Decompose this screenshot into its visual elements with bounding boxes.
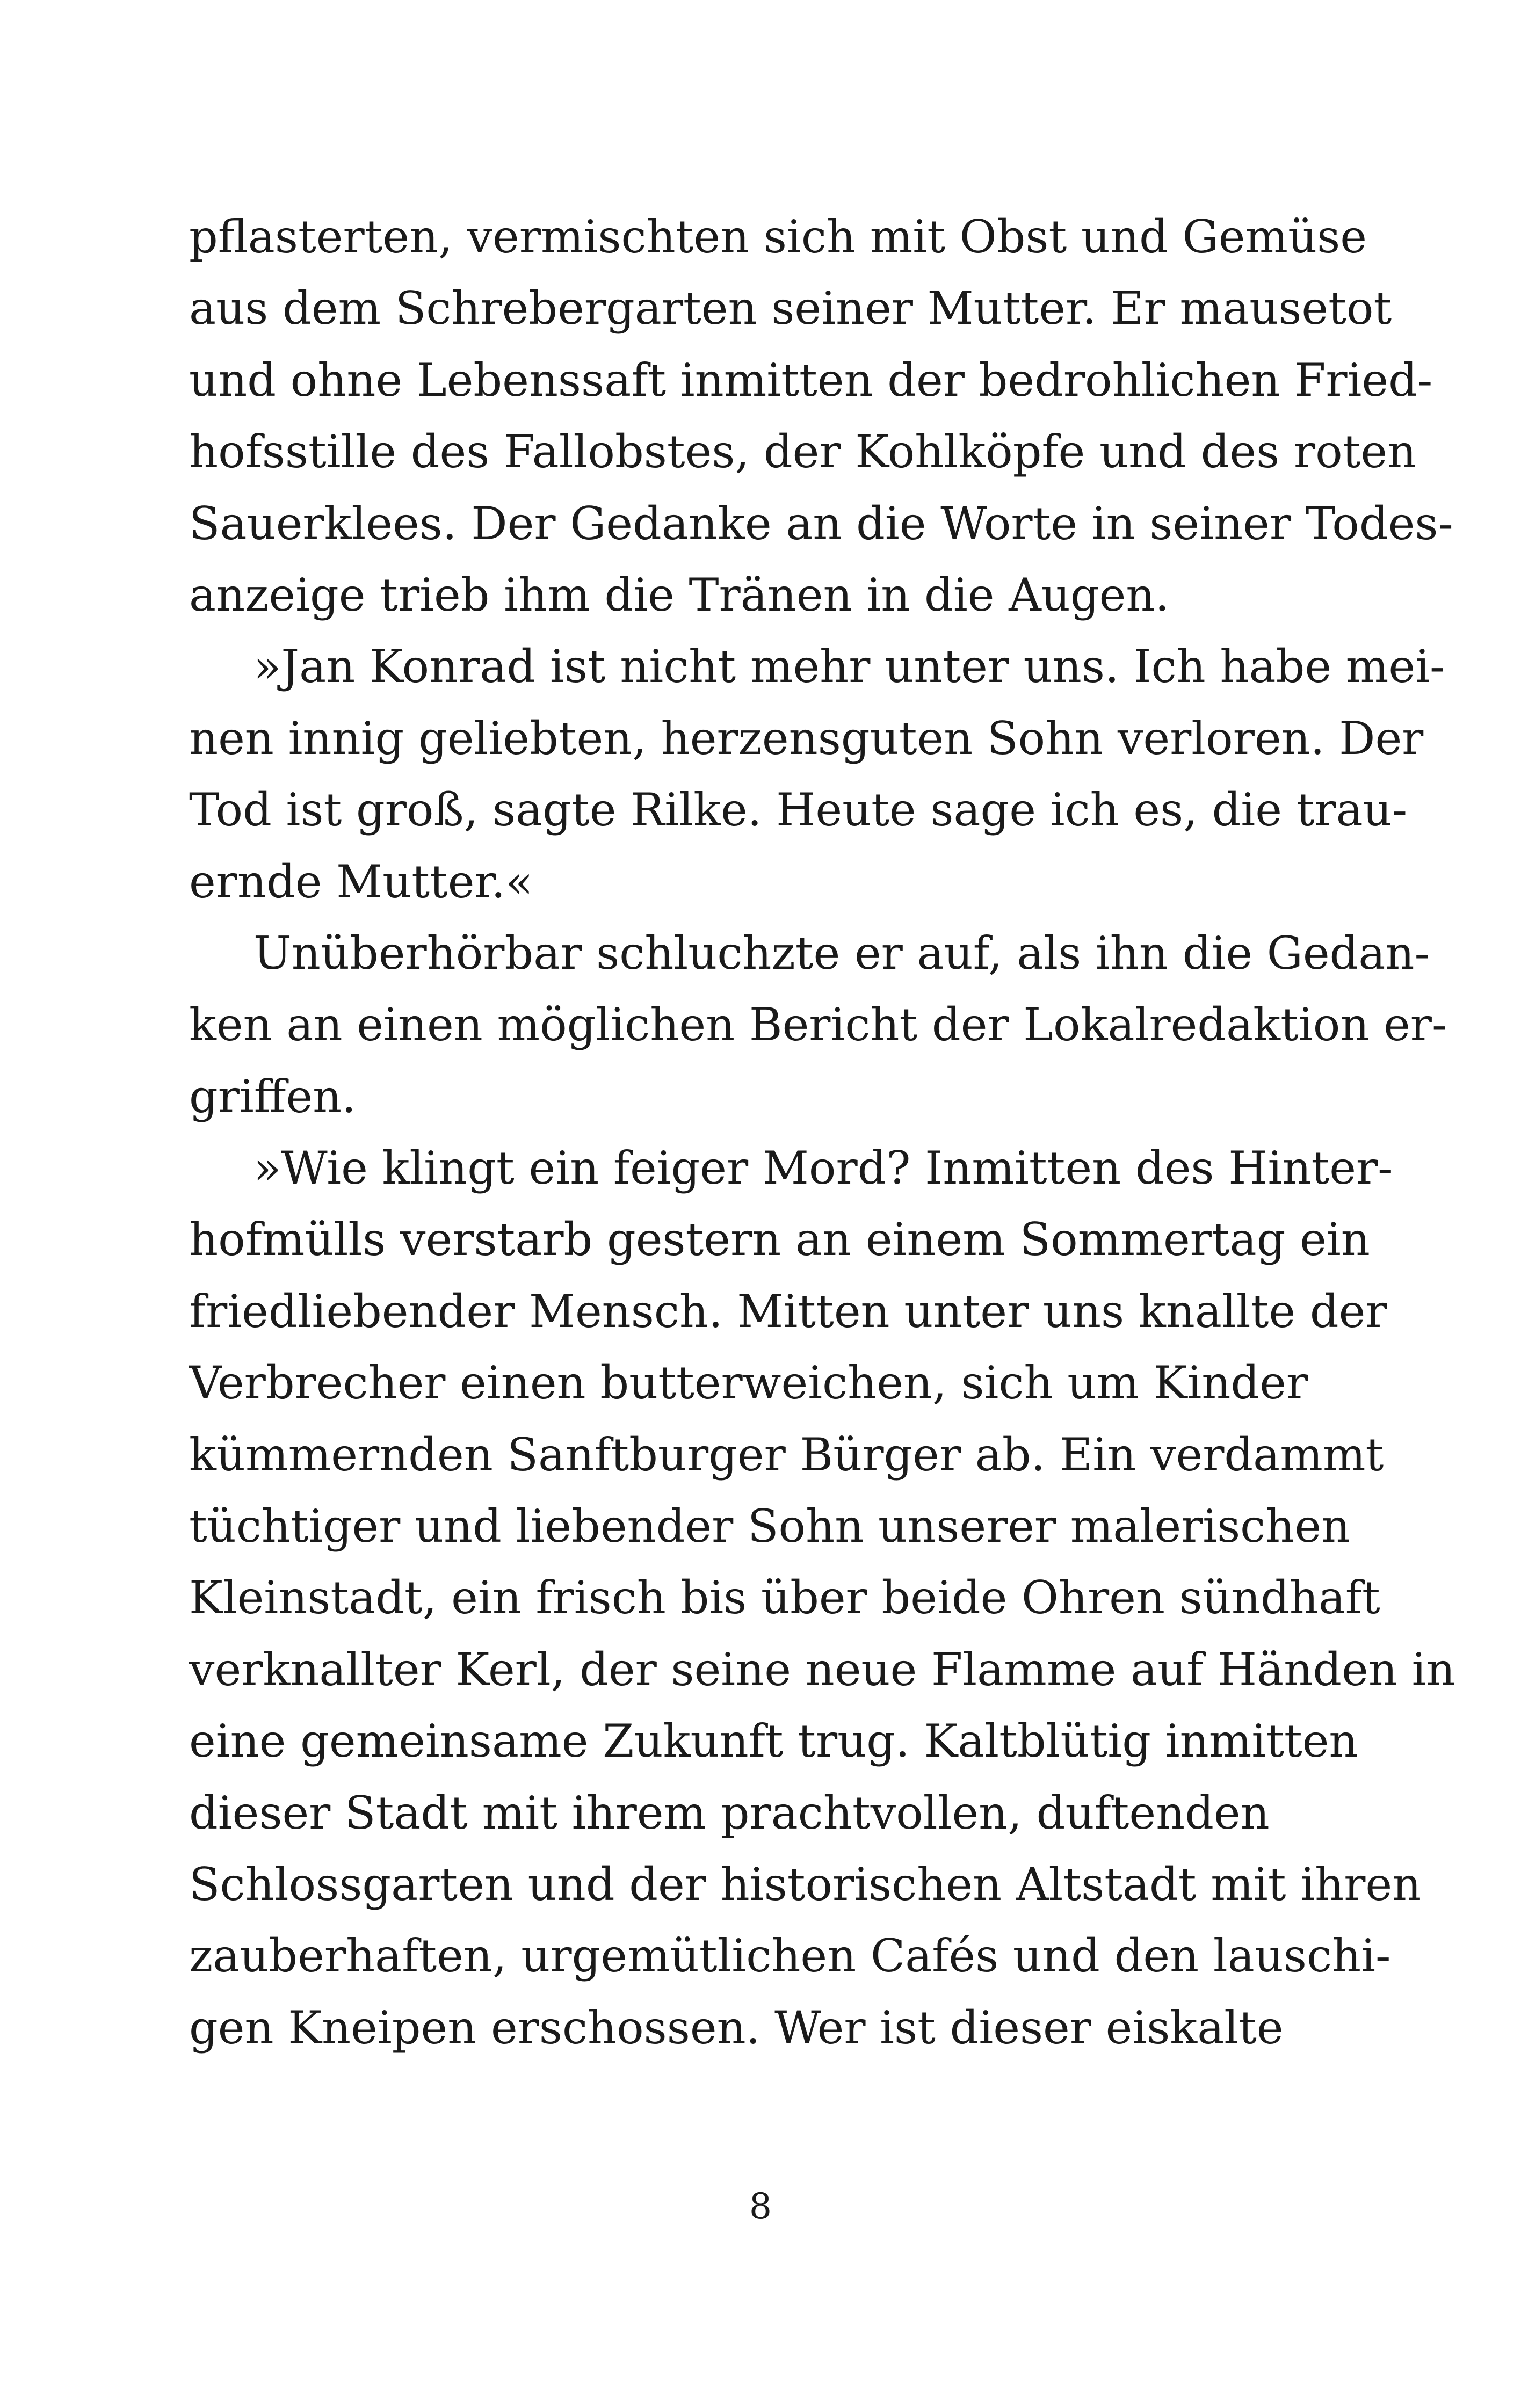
page-number: 8 <box>749 2186 772 2227</box>
text-line: hofsstille des Fallobstes, der Kohlköpfe und des roten <box>189 425 1417 478</box>
text-line: ernde Mutter.« <box>189 855 533 908</box>
text-line: friedliebender Mensch. Mitten unter uns knallte der <box>189 1285 1387 1338</box>
text-line: anzeige trieb ihm die Tränen in die Augen. <box>189 568 1170 621</box>
text-line: und ohne Lebenssaft inmitten der bedrohlichen Fried- <box>189 353 1433 407</box>
text-line: Kleinstadt, ein frisch bis über beide Ohren sündhaft <box>189 1571 1380 1624</box>
text-line: pflasterten, vermischten sich mit Obst und Gemüse <box>189 211 1367 263</box>
text-line: Unüberhörbar schluchzte er auf, als ihn die Gedan- <box>253 926 1430 980</box>
text-line: griffen. <box>189 1070 356 1123</box>
text-line: Tod ist groß, sagte Rilke. Heute sage ich es, die trau- <box>189 784 1408 837</box>
text-line: tüchtiger und liebender Sohn unserer malerischen <box>189 1500 1351 1553</box>
text-line: verknallter Kerl, der seine neue Flamme auf Händen in <box>189 1643 1455 1696</box>
text-line: Sauerklees. Der Gedanke an die Worte in seiner Todes- <box>189 497 1453 550</box>
text-line: hofmülls verstarb gestern an einem Sommertag ein <box>189 1213 1370 1266</box>
text-line: ken an einen möglichen Bericht der Lokalredaktion er- <box>189 998 1447 1051</box>
text-line: aus dem Schrebergarten seiner Mutter. Er mausetot <box>189 282 1392 335</box>
text-line: Schlossgarten und der historischen Altstadt mit ihren <box>189 1858 1422 1911</box>
text-line: gen Kneipen erschossen. Wer ist dieser eiskalte <box>189 2001 1284 2054</box>
text-line: »Wie klingt ein feiger Mord? Inmitten des Hinter- <box>253 1142 1393 1195</box>
body-text <box>189 201 1455 2064</box>
text-line: nen innig geliebten, herzensguten Sohn verloren. Der <box>189 712 1424 765</box>
text-line: kümmernden Sanftburger Bürger ab. Ein verdammt <box>189 1428 1384 1481</box>
text-line: dieser Stadt mit ihrem prachtvollen, duftenden <box>189 1786 1270 1839</box>
text-line: eine gemeinsame Zukunft trug. Kaltblütig inmitten <box>189 1715 1358 1768</box>
text-line: Verbrecher einen butterweichen, sich um Kinder <box>189 1357 1308 1410</box>
text-line: »Jan Konrad ist nicht mehr unter uns. Ich habe mei- <box>253 640 1445 693</box>
text-line: zauberhaften, urgemütlichen Cafés und den lauschi- <box>189 1930 1391 1983</box>
